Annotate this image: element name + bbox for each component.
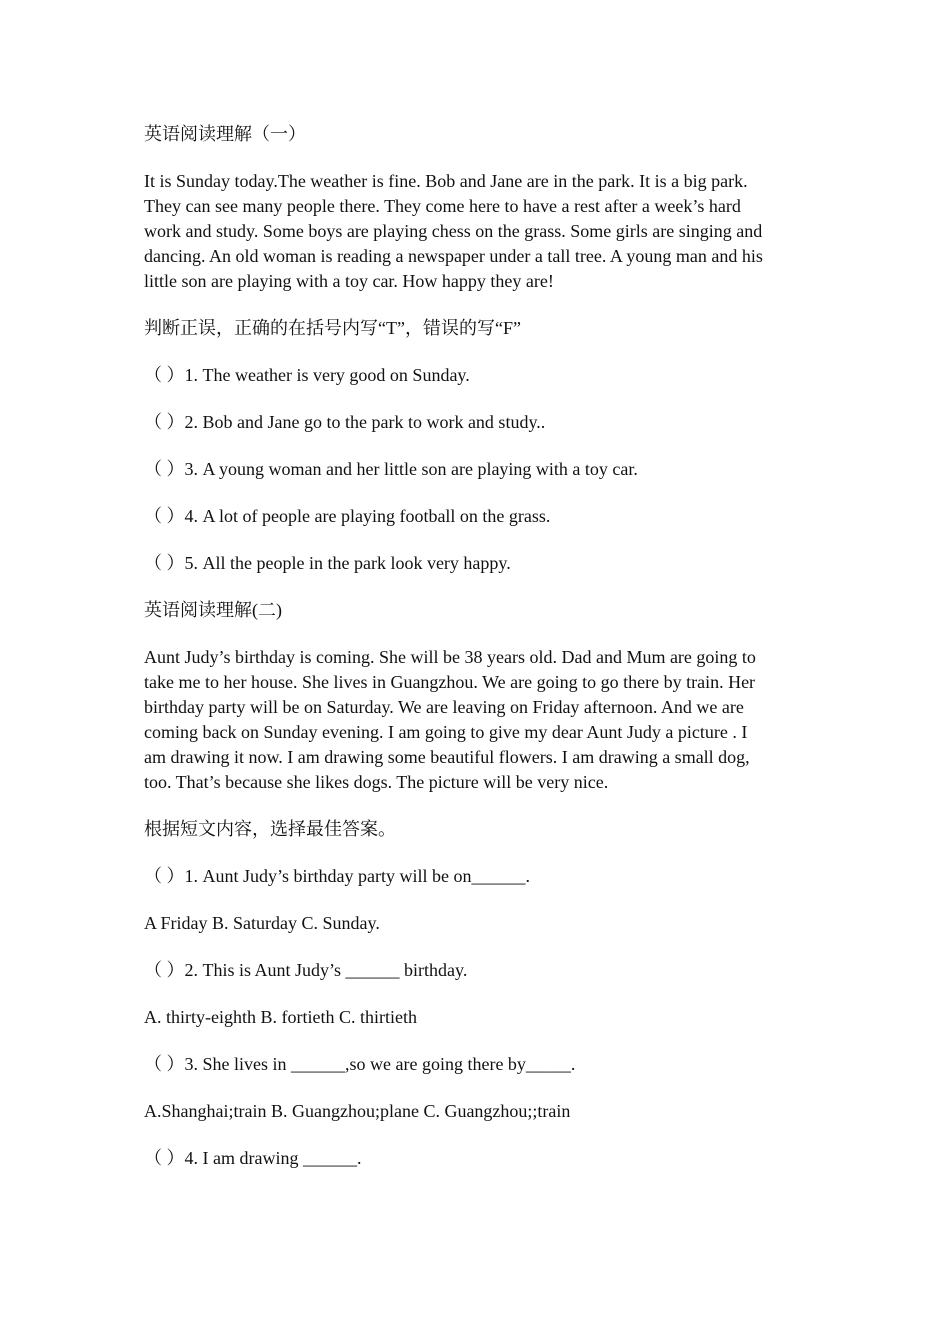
question-item: （ ）4. I am drawing ______. [144, 1148, 362, 1168]
section1-passage [144, 169, 812, 294]
section2-passage [144, 645, 812, 795]
question-item: （ ）5. All the people in the park look very happy. [144, 553, 511, 573]
section2-instruction: 根据短文内容，选择最佳答案。 [144, 819, 396, 839]
passage-line: It is Sunday today.The weather is fine. Bob and Jane are in the park. It is a big park. [144, 171, 748, 191]
question-item: （ ）1. The weather is very good on Sunday. [144, 365, 470, 385]
answer-options: A Friday B. Saturday C. Sunday. [144, 913, 380, 933]
passage-line: Aunt Judy’s birthday is coming. She will be 38 years old. Dad and Mum are going to [144, 647, 756, 667]
passage-line: too. That’s because she likes dogs. The picture will be very nice. [144, 772, 609, 792]
passage-line: dancing. An old woman is reading a newspaper under a tall tree. A young man and his [144, 246, 763, 266]
passage-line: birthday party will be on Saturday. We are leaving on Friday afternoon. And we are [144, 697, 744, 717]
passage-line: They can see many people there. They come here to have a rest after a week’s hard [144, 196, 741, 216]
answer-options: A.Shanghai;train B. Guangzhou;plane C. Guangzhou;;train [144, 1101, 571, 1121]
passage-line: little son are playing with a toy car. How happy they are! [144, 271, 554, 291]
section1-instruction: 判断正误，正确的在括号内写“T”，错误的写“F” [144, 318, 521, 338]
question-item: （ ）3. She lives in ______,so we are going there by_____. [144, 1054, 576, 1074]
document-page [144, 122, 812, 1193]
question-item: （ ）2. Bob and Jane go to the park to work and study.. [144, 412, 546, 432]
question-item: （ ）2. This is Aunt Judy’s ______ birthday. [144, 960, 468, 980]
question-item: （ ）4. A lot of people are playing football on the grass. [144, 506, 551, 526]
question-item: （ ）3. A young woman and her little son are playing with a toy car. [144, 459, 638, 479]
passage-line: am drawing it now. I am drawing some beautiful flowers. I am drawing a small dog, [144, 747, 750, 767]
passage-line: work and study. Some boys are playing chess on the grass. Some girls are singing and [144, 221, 763, 241]
passage-line: coming back on Sunday evening. I am going to give my dear Aunt Judy a picture . I [144, 722, 748, 742]
answer-options: A. thirty-eighth B. fortieth C. thirtieth [144, 1007, 417, 1027]
section2-title: 英语阅读理解(二) [144, 600, 282, 620]
question-item: （ ）1. Aunt Judy’s birthday party will be on______. [144, 866, 530, 886]
section1-title: 英语阅读理解（一） [144, 124, 306, 144]
passage-line: take me to her house. She lives in Guangzhou. We are going to go there by train. Her [144, 672, 756, 692]
